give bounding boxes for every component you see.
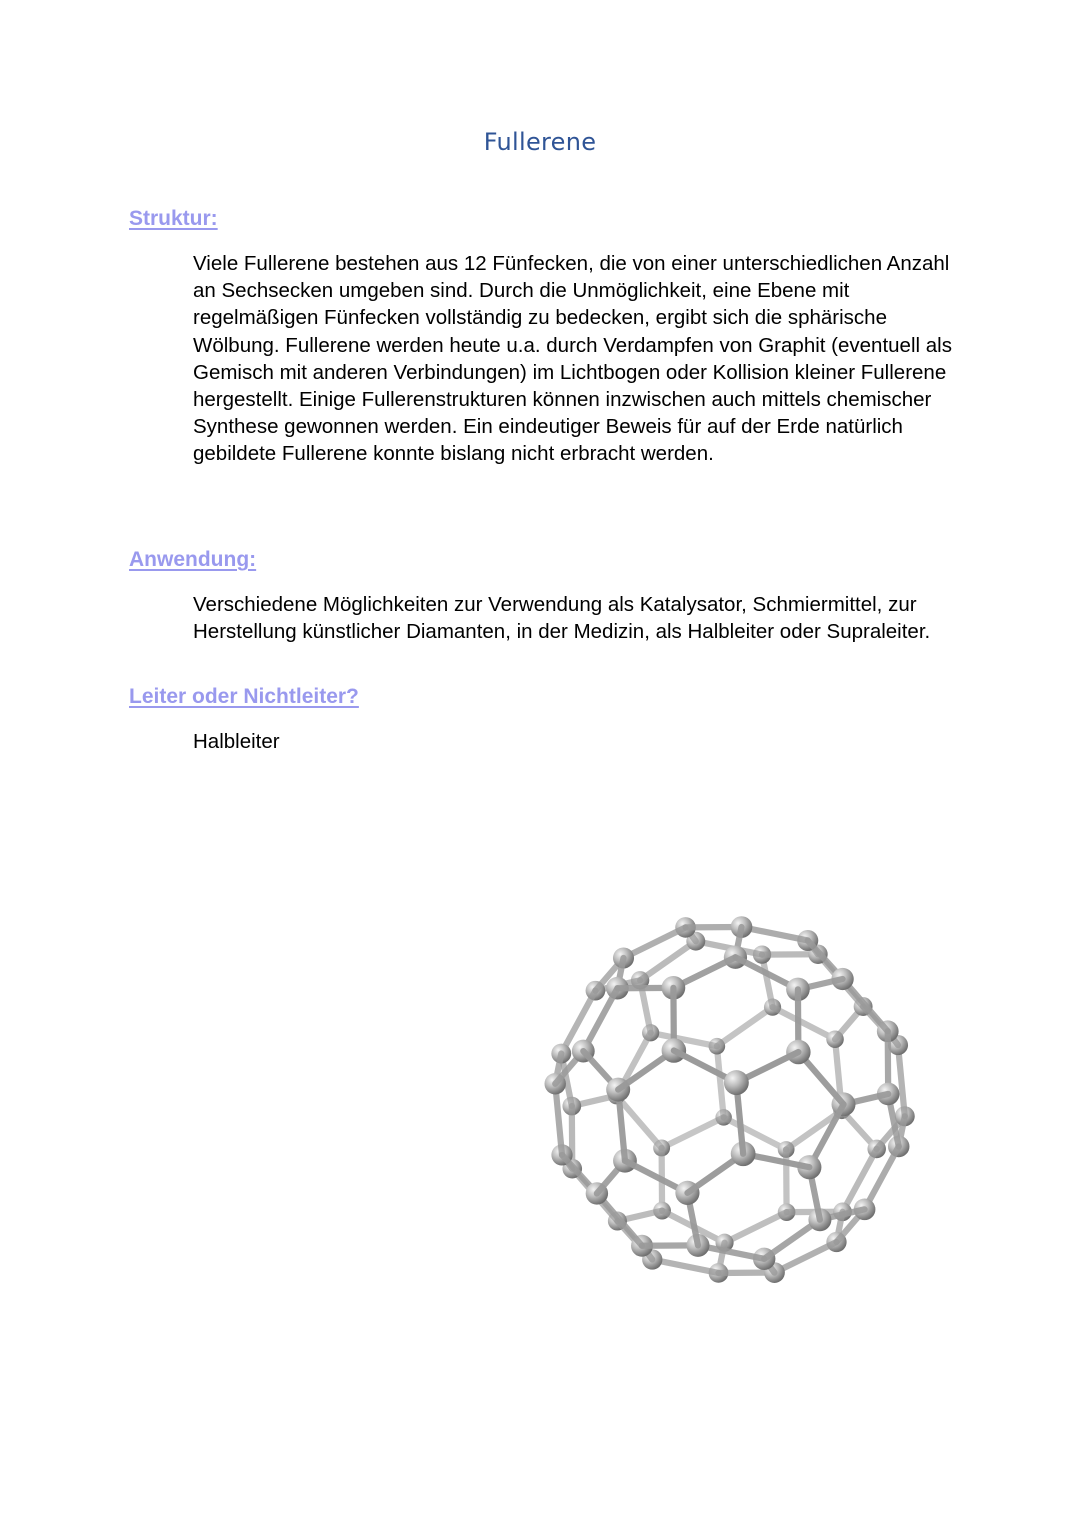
bond	[662, 1117, 724, 1148]
fullerene-molecule-icon	[525, 895, 935, 1305]
bond	[717, 1046, 724, 1117]
bond	[773, 1007, 835, 1039]
heading-leiter: Leiter oder Nichtleiter?	[129, 685, 359, 708]
bond	[725, 1212, 787, 1243]
atom	[724, 1070, 749, 1095]
bond	[555, 1084, 562, 1155]
page-title: Fullerene	[483, 128, 597, 156]
paragraph-struktur: Viele Fullerene bestehen aus 12 Fünfecken, die von einer unterschiedlichen Anzahl an Sechsecken umgeben sind. Durch die Unmöglichkeit, eine Ebene mit regelmäßigen Fünfecken vollständig zu bedecken, ergibt sich die sphärische Wölbung. Fullerene werden heute u.a. durch Verdampfen von Graphit (eventuell als Gemisch mit anderen Verbindungen) im Lichtbogen oder Kollision kleiner Fullerene hergestellt. Einige Fullerenstrukturen können inzwischen auch mittels chemischer Synthese gewonnen werden. Ein eindeutiger Beweis für auf der Erde natürlich gebildete Fullerene konnte bislang nicht erbracht werden.	[193, 252, 952, 466]
heading-struktur: Struktur:	[129, 207, 218, 230]
bond	[717, 1007, 773, 1046]
heading-anwendung: Anwendung:	[129, 548, 257, 571]
paragraph-leiter: Halbleiter	[193, 730, 280, 753]
paragraph-anwendung: Verschiedene Möglichkeiten zur Verwendung als Katalysator, Schmiermittel, zur Herstellung künstlicher Diamanten, in der Medizin, als Halbleiter oder Supraleiter.	[193, 593, 931, 644]
bond	[898, 1045, 905, 1116]
bond	[724, 1117, 786, 1149]
